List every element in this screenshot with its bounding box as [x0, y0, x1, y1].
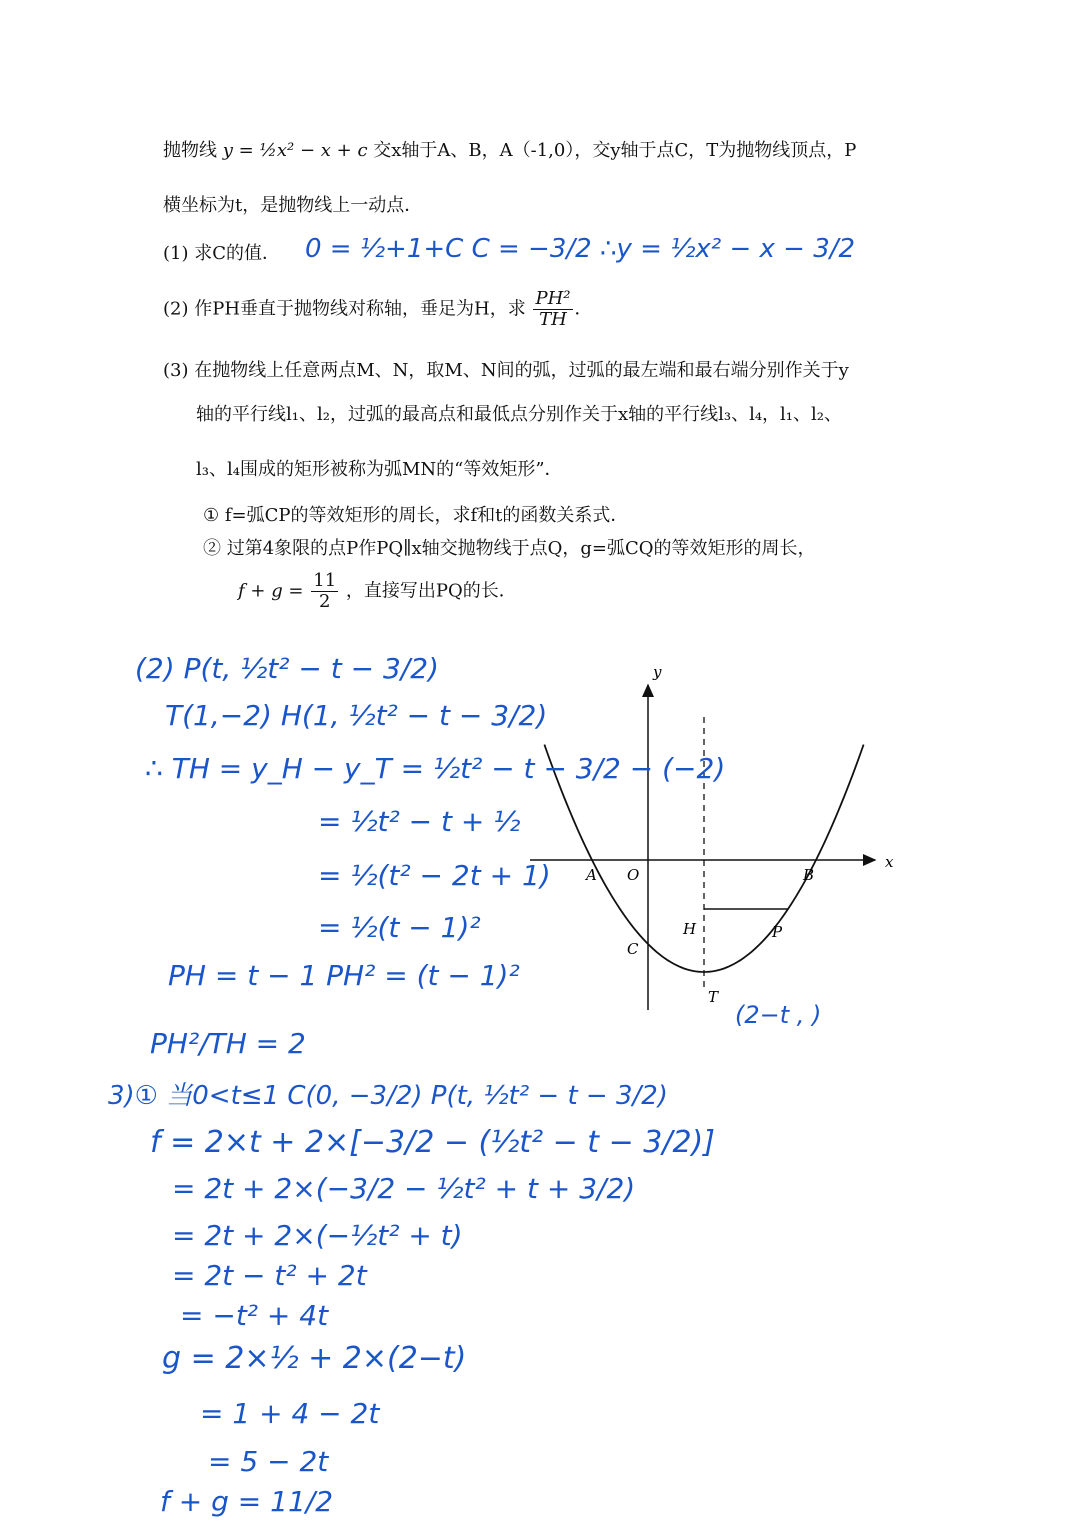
hw-q2-line: ∴ TH = y_H − y_T = ½t² − t − 3/2 − (−2)	[145, 752, 726, 785]
parabola-graph	[520, 655, 900, 1020]
hw-q3-line: 3)① 当0<t≤1 C(0, −3/2) P(t, ½t² − t − 3/2)	[108, 1081, 668, 1111]
hw-q3-line: g = 2×½ + 2×(2−t)	[162, 1341, 467, 1376]
q1-prefix: (1)	[163, 243, 189, 264]
q2-text: 作PH垂直于抛物线对称轴，垂足为H，求	[194, 298, 526, 320]
equation: y = ½x² − x + c	[222, 140, 368, 161]
hw-q2-line: PH = t − 1 PH² = (t − 1)²	[168, 959, 520, 992]
q1	[163, 245, 280, 263]
label-A: A	[586, 866, 597, 884]
f-plus-g: f + g =	[238, 580, 304, 602]
frac-num: 11	[313, 570, 337, 591]
hw-q1-answer: 0 = ½+1+C C = −3/2 ∴y = ½x² − x − 3/2	[305, 234, 856, 264]
q3-prefix: (3)	[163, 360, 189, 381]
hw-q2-line: = ½t² − t + ½	[318, 805, 521, 838]
hw-q2-line: (2) P(t, ½t² − t − 3/2)	[135, 652, 439, 685]
hw-q3-line: f = 2×t + 2×[−3/2 − (½t² − t − 3/2)]	[150, 1125, 715, 1160]
hw-q2-line: T(1,−2) H(1, ½t² − t − 3/2)	[165, 699, 548, 732]
hw-q2-line: PH²/TH = 2	[150, 1027, 306, 1060]
q2-fraction	[533, 290, 572, 329]
q2-frac-den: TH	[539, 309, 567, 330]
hw-q2-line: = ½(t − 1)²	[318, 911, 481, 944]
q3-sub-1: ① f=弧CP的等效矩形的周长，求f和t的函数关系式．	[203, 505, 629, 526]
hw-q2-line: = ½(t² − 2t + 1)	[318, 859, 551, 892]
hw-q3-line: = 2t + 2×(−½t² + t)	[172, 1219, 463, 1252]
frac-den: 2	[318, 591, 331, 612]
label-T: T	[708, 988, 719, 1006]
q3-sub-2: ② 过第4象限的点P作PQ∥x轴交抛物线于点Q，g=弧CQ的等效矩形的周长，	[203, 538, 816, 559]
problem-line-1	[163, 142, 856, 160]
label-H: H	[683, 920, 697, 938]
q3-line1: 在抛物线上任意两点M、N，取M、N间的弧，过弧的最左端和最右端分别作关于y	[194, 360, 849, 381]
hw-q3-line: = 1 + 4 − 2t	[200, 1397, 380, 1430]
label-P: P	[772, 923, 783, 941]
hw-q3-line: = 2t − t² + 2t	[172, 1259, 367, 1292]
q3-sub-2-line-2	[238, 572, 517, 611]
q2-frac-num: PH²	[535, 288, 571, 309]
hw-q3-line: = 5 − 2t	[208, 1445, 329, 1478]
hw-note-near-graph: (2−t , )	[735, 1001, 822, 1029]
label-x: x	[885, 853, 894, 871]
q3-sub-2-tail: ，直接写出PQ的长．	[345, 580, 517, 602]
intro-b: 交x轴于A、B，A（-1,0），交y轴于点C，T为抛物线顶点，P	[373, 140, 857, 161]
q2-prefix: (2)	[163, 298, 189, 320]
q1-text: 求C的值．	[194, 243, 281, 264]
hw-q3-line: = 2t + 2×(−3/2 − ½t² + t + 3/2)	[172, 1172, 636, 1205]
label-C: C	[627, 940, 639, 958]
intro-a: 抛物线	[163, 140, 217, 161]
problem-line-2: 横坐标为t，是抛物线上一动点．	[163, 195, 423, 216]
label-B: B	[803, 866, 815, 884]
q3-line-3: l₃、l₄围成的矩形被称为弧MN的“等效矩形”．	[196, 459, 563, 480]
hw-q3-line: f + g = 11/2	[160, 1485, 334, 1518]
hw-q3-line: = −t² + 4t	[180, 1299, 329, 1332]
label-O: O	[627, 866, 640, 884]
label-y: y	[653, 663, 662, 681]
q2: (2) 作PH垂直于抛物线对称轴，垂足为H，求 $\frac{\text{PH²}}{TH}$ ．	[163, 288, 593, 330]
eleven-halves	[311, 572, 338, 611]
q3-line-1	[163, 362, 849, 380]
q3-line-2: 轴的平行线l₁、l₂，过弧的最高点和最低点分别作关于x轴的平行线l₃、l₄，l₁、l₂、	[196, 404, 842, 425]
